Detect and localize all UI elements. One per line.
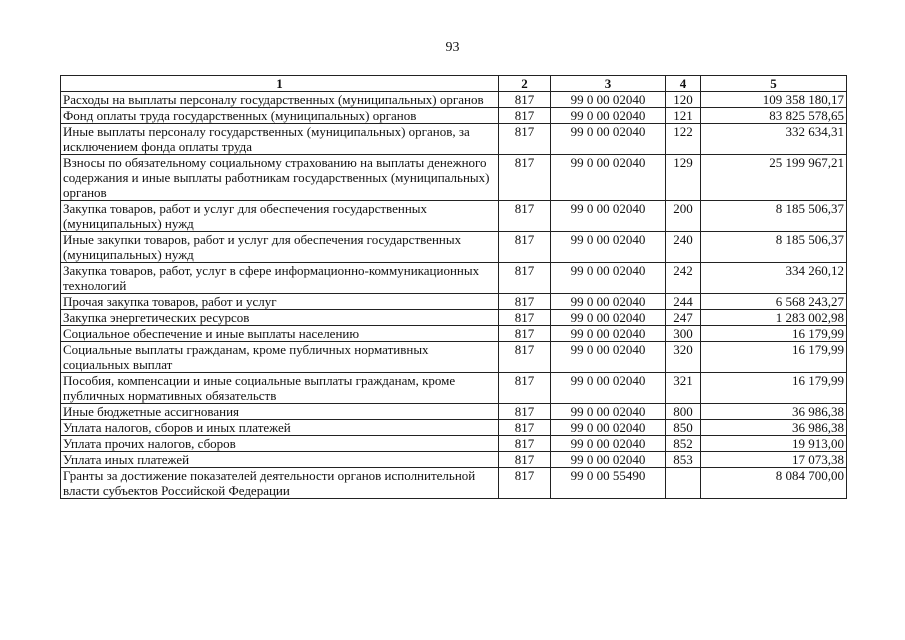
target-article-cell: 99 0 00 02040 <box>551 232 666 263</box>
amount-cell: 17 073,38 <box>701 452 847 468</box>
amount-cell: 8 185 506,37 <box>701 201 847 232</box>
expense-name-cell: Фонд оплаты труда государственных (муниципальных) органов <box>61 108 499 124</box>
expense-name-cell: Закупка товаров, работ и услуг для обеспечения государственных (муниципальных) нужд <box>61 201 499 232</box>
target-article-cell: 99 0 00 02040 <box>551 436 666 452</box>
expense-name-cell: Закупка энергетических ресурсов <box>61 310 499 326</box>
target-article-cell: 99 0 00 02040 <box>551 404 666 420</box>
table-row <box>61 326 847 342</box>
table-row <box>61 155 847 201</box>
department-code-cell: 817 <box>499 436 551 452</box>
target-article-cell: 99 0 00 02040 <box>551 310 666 326</box>
amount-cell: 1 283 002,98 <box>701 310 847 326</box>
amount-cell: 8 185 506,37 <box>701 232 847 263</box>
table-row <box>61 404 847 420</box>
target-article-cell: 99 0 00 02040 <box>551 452 666 468</box>
page-number: 93 <box>445 40 460 55</box>
expense-type-cell: 321 <box>666 373 701 404</box>
department-code-cell: 817 <box>499 201 551 232</box>
department-code-cell: 817 <box>499 124 551 155</box>
table-row <box>61 124 847 155</box>
table-row <box>61 263 847 294</box>
target-article-cell: 99 0 00 02040 <box>551 201 666 232</box>
amount-cell: 109 358 180,17 <box>701 92 847 108</box>
amount-cell: 16 179,99 <box>701 326 847 342</box>
table-row <box>61 310 847 326</box>
department-code-cell: 817 <box>499 373 551 404</box>
amount-cell: 19 913,00 <box>701 436 847 452</box>
amount-cell: 36 986,38 <box>701 420 847 436</box>
department-code-cell: 817 <box>499 155 551 201</box>
column-header: 5 <box>701 76 847 92</box>
department-code-cell: 817 <box>499 294 551 310</box>
target-article-cell: 99 0 00 02040 <box>551 326 666 342</box>
expense-name-cell: Социальное обеспечение и иные выплаты населению <box>61 326 499 342</box>
column-header: 1 <box>61 76 499 92</box>
table-row <box>61 436 847 452</box>
department-code-cell: 817 <box>499 342 551 373</box>
table-row <box>61 201 847 232</box>
expense-type-cell: 300 <box>666 326 701 342</box>
column-header: 2 <box>499 76 551 92</box>
amount-cell: 8 084 700,00 <box>701 468 847 499</box>
target-article-cell: 99 0 00 02040 <box>551 373 666 404</box>
table-row <box>61 420 847 436</box>
department-code-cell: 817 <box>499 452 551 468</box>
table-row <box>61 468 847 499</box>
target-article-cell: 99 0 00 02040 <box>551 420 666 436</box>
expense-name-cell: Пособия, компенсации и иные социальные выплаты гражданам, кроме публичных нормативных обязательств <box>61 373 499 404</box>
target-article-cell: 99 0 00 02040 <box>551 124 666 155</box>
expense-type-cell: 853 <box>666 452 701 468</box>
department-code-cell: 817 <box>499 92 551 108</box>
expense-type-cell: 121 <box>666 108 701 124</box>
amount-cell: 36 986,38 <box>701 404 847 420</box>
department-code-cell: 817 <box>499 468 551 499</box>
table-body <box>61 92 847 499</box>
expense-type-cell: 240 <box>666 232 701 263</box>
amount-cell: 16 179,99 <box>701 373 847 404</box>
amount-cell: 83 825 578,65 <box>701 108 847 124</box>
department-code-cell: 817 <box>499 263 551 294</box>
target-article-cell: 99 0 00 02040 <box>551 155 666 201</box>
expense-type-cell: 122 <box>666 124 701 155</box>
expense-type-cell: 247 <box>666 310 701 326</box>
expense-name-cell: Уплата прочих налогов, сборов <box>61 436 499 452</box>
table-header-row <box>61 76 847 92</box>
expense-type-cell: 242 <box>666 263 701 294</box>
expense-type-cell: 129 <box>666 155 701 201</box>
amount-cell: 6 568 243,27 <box>701 294 847 310</box>
target-article-cell: 99 0 00 55490 <box>551 468 666 499</box>
table-row <box>61 92 847 108</box>
column-header: 4 <box>666 76 701 92</box>
expense-type-cell: 850 <box>666 420 701 436</box>
table-row <box>61 294 847 310</box>
table-row <box>61 108 847 124</box>
amount-cell: 332 634,31 <box>701 124 847 155</box>
department-code-cell: 817 <box>499 420 551 436</box>
expense-name-cell: Уплата налогов, сборов и иных платежей <box>61 420 499 436</box>
column-header: 3 <box>551 76 666 92</box>
department-code-cell: 817 <box>499 404 551 420</box>
expense-name-cell: Иные бюджетные ассигнования <box>61 404 499 420</box>
department-code-cell: 817 <box>499 310 551 326</box>
target-article-cell: 99 0 00 02040 <box>551 108 666 124</box>
department-code-cell: 817 <box>499 232 551 263</box>
table-row <box>61 373 847 404</box>
target-article-cell: 99 0 00 02040 <box>551 92 666 108</box>
expense-type-cell: 320 <box>666 342 701 373</box>
department-code-cell: 817 <box>499 108 551 124</box>
expense-name-cell: Иные закупки товаров, работ и услуг для обеспечения государственных (муниципальных) нужд <box>61 232 499 263</box>
expense-name-cell: Прочая закупка товаров, работ и услуг <box>61 294 499 310</box>
expense-name-cell: Уплата иных платежей <box>61 452 499 468</box>
table-row <box>61 452 847 468</box>
expense-type-cell: 244 <box>666 294 701 310</box>
expense-type-cell <box>666 468 701 499</box>
expense-name-cell: Социальные выплаты гражданам, кроме публичных нормативных социальных выплат <box>61 342 499 373</box>
amount-cell: 16 179,99 <box>701 342 847 373</box>
amount-cell: 25 199 967,21 <box>701 155 847 201</box>
table-row <box>61 232 847 263</box>
table-row <box>61 342 847 373</box>
target-article-cell: 99 0 00 02040 <box>551 342 666 373</box>
expense-type-cell: 200 <box>666 201 701 232</box>
expense-type-cell: 120 <box>666 92 701 108</box>
target-article-cell: 99 0 00 02040 <box>551 263 666 294</box>
target-article-cell: 99 0 00 02040 <box>551 294 666 310</box>
expense-name-cell: Закупка товаров, работ, услуг в сфере информационно-коммуникационных технологий <box>61 263 499 294</box>
amount-cell: 334 260,12 <box>701 263 847 294</box>
budget-table <box>60 75 847 499</box>
expense-name-cell: Взносы по обязательному социальному страхованию на выплаты денежного содержания и иные выплаты работникам государственных (муниципальных) органов <box>61 155 499 201</box>
expense-name-cell: Гранты за достижение показателей деятельности органов исполнительной власти субъектов Российской Федерации <box>61 468 499 499</box>
expense-name-cell: Расходы на выплаты персоналу государственных (муниципальных) органов <box>61 92 499 108</box>
expense-type-cell: 800 <box>666 404 701 420</box>
department-code-cell: 817 <box>499 326 551 342</box>
expense-type-cell: 852 <box>666 436 701 452</box>
expense-name-cell: Иные выплаты персоналу государственных (муниципальных) органов, за исключением фонда оплаты труда <box>61 124 499 155</box>
